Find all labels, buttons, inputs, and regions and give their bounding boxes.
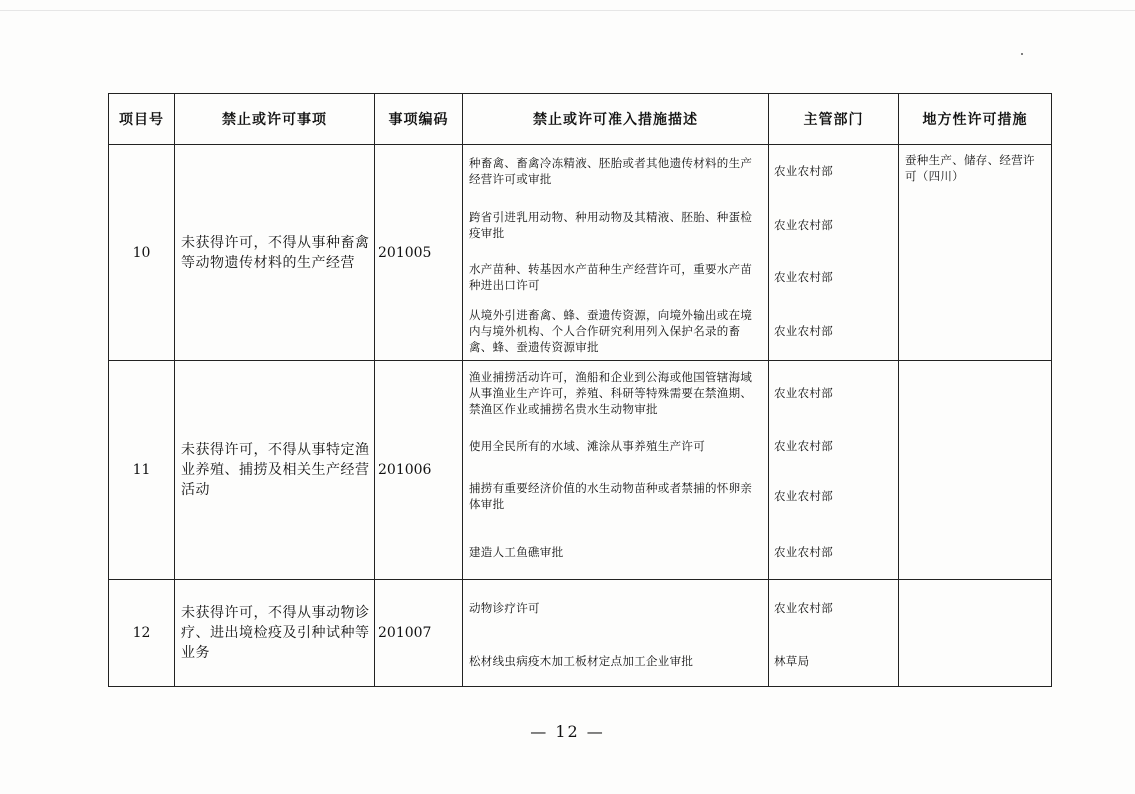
row-local-measures — [899, 580, 1052, 687]
sub-department: 农业农村部 — [774, 324, 833, 338]
header-measure-description: 禁止或许可准入措施描述 — [463, 94, 769, 145]
sub-department: 农业农村部 — [774, 545, 833, 559]
sub-department: 林草局 — [774, 654, 810, 668]
row-item-code: 201006 — [375, 361, 463, 580]
row-item-name: 未获得许可，不得从事特定渔业养殖、捕捞及相关生产经营活动 — [175, 361, 375, 580]
sub-department: 农业农村部 — [774, 386, 833, 400]
sub-description: 捕捞有重要经济价值的水生动物苗种或者禁捕的怀卵亲体审批 — [469, 481, 753, 511]
sub-department: 农业农村部 — [774, 217, 833, 232]
table-row — [109, 145, 1052, 361]
sub-department: 农业农村部 — [774, 601, 833, 615]
sub-description: 动物诊疗许可 — [469, 601, 540, 615]
header-item-code: 事项编码 — [375, 94, 463, 145]
sub-description: 跨省引进乳用动物、种用动物及其精液、胚胎、种蛋检疫审批 — [469, 209, 753, 240]
sub-description: 松材线虫病疫木加工板材定点加工企业审批 — [469, 654, 694, 668]
row-number: 10 — [109, 145, 175, 361]
table-row — [109, 361, 1052, 580]
row-local-measures — [899, 145, 1052, 361]
row-item-code: 201007 — [375, 580, 463, 687]
page-number: — 12 — — [530, 722, 605, 741]
local-measure-text — [899, 580, 1051, 587]
header-department: 主管部门 — [769, 94, 899, 145]
scan-speck — [1021, 53, 1023, 55]
row-descriptions — [463, 580, 769, 687]
row-departments — [769, 145, 899, 361]
row-local-measures — [899, 361, 1052, 580]
sub-department: 农业农村部 — [774, 164, 833, 178]
sub-description: 水产苗种、转基因水产苗种生产经营许可，重要水产苗种进出口许可 — [469, 262, 753, 292]
scan-edge-line — [0, 10, 1135, 11]
table-header-row — [109, 94, 1052, 145]
row-descriptions — [463, 145, 769, 361]
sub-description: 建造人工鱼礁审批 — [469, 545, 564, 559]
sub-department: 农业农村部 — [774, 270, 833, 284]
header-item-no: 项目号 — [109, 94, 175, 145]
sub-description: 从境外引进畜禽、蜂、蚕遗传资源，向境外输出或在境内与境外机构、个人合作研究利用列入保护名录的畜禽、蜂、蚕遗传资源审批 — [469, 308, 753, 354]
table-row — [109, 580, 1052, 687]
header-local-measures: 地方性许可措施 — [899, 94, 1052, 145]
sub-department: 农业农村部 — [774, 489, 833, 503]
row-number: 12 — [109, 580, 175, 687]
header-item-name: 禁止或许可事项 — [175, 94, 375, 145]
row-descriptions — [463, 361, 769, 580]
row-departments — [769, 361, 899, 580]
permit-table — [108, 93, 1052, 687]
sub-description: 种畜禽、畜禽冷冻精液、胚胎或者其他遗传材料的生产经营许可或审批 — [469, 156, 753, 186]
row-item-name: 未获得许可，不得从事种畜禽等动物遗传材料的生产经营 — [175, 145, 375, 361]
local-measure-text — [899, 361, 1051, 368]
sub-department: 农业农村部 — [774, 439, 833, 453]
sub-description: 使用全民所有的水域、滩涂从事养殖生产许可 — [469, 439, 705, 453]
row-number: 11 — [109, 361, 175, 580]
row-item-name: 未获得许可，不得从事动物诊疗、进出境检疫及引种试种等业务 — [175, 580, 375, 687]
local-measure-text: 蚕种生产、储存、经营许可（四川） — [905, 153, 1035, 183]
row-departments — [769, 580, 899, 687]
sub-description: 渔业捕捞活动许可，渔船和企业到公海或他国管辖海域从事渔业生产许可，养殖、科研等特殊需要在禁渔期、禁渔区作业或捕捞名贵水生动物审批 — [469, 370, 753, 416]
row-item-code: 201005 — [375, 145, 463, 361]
